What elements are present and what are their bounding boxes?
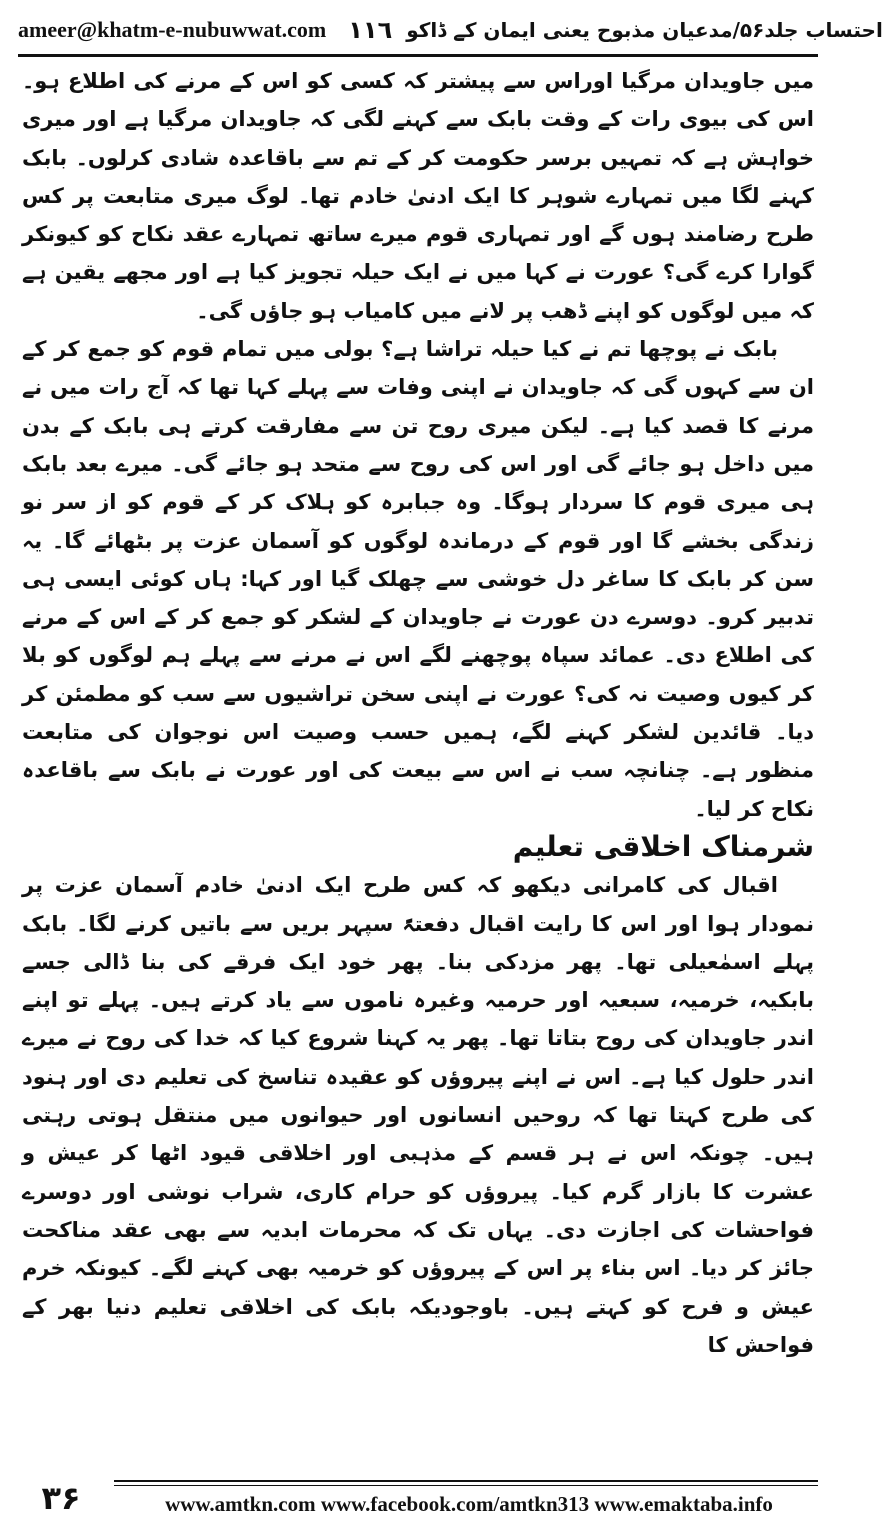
paragraph: اقبال کی کامرانی دیکھو کہ کس طرح ایک ادنیٰ خادم آسمان عزت پر نمودار ہوا اور اس کا رایت اقبال دفعتہً سپہر بریں سے باتیں کرنے لگا۔ بابک پہلے اسمٰعیلی تھا۔ پھر مزدکی بنا۔ پھر خود ایک فرقے کی بنا ڈالی جسے بابکیہ، خرمیہ، سبعیہ اور حرمیہ وغیرہ ناموں سے یاد کرتے ہیں۔ پہلے تو اپنے اندر جاویدان کی روح بتاتا تھا۔ پھر یہ کہنا شروع کیا کہ خدا کی روح نے میرے اندر حلول کیا ہے۔ اس نے اپنے پیروؤں کو عقیدہ تناسخ کی تعلیم دی اور ہنود کی طرح کہتا تھا کہ روحیں انسانوں اور حیوانوں میں منتقل ہوتی رہتی ہیں۔ چونکہ اس نے ہر قسم کے مذہبی اور اخلاقی قیود اٹھا کر عیش و عشرت کا بازار گرم کیا۔ پیروؤں کو حرام کاری، شراب نوشی اور دوسرے فواحشات کی اجازت دی۔ یہاں تک کہ محرمات ابدیہ سے بھی عقد مناکحت جائز کر دیا۔ اس بناء پر اس کے پیروؤں کو خرمیہ بھی کہنے لگے۔ کیونکہ خرم عیش و فرح کو کہتے ہیں۔ باوجودیکہ بابک کی اخلاقی تعلیم دنیا بھر کے فواحش کا: [22, 873, 814, 1357]
section-heading: شرمناک اخلاقی تعلیم: [512, 829, 814, 863]
footer-page-number: ۳۶: [41, 1479, 81, 1517]
page-footer: [18, 1474, 818, 1528]
page-header: [18, 10, 883, 50]
page-body: [22, 62, 814, 1466]
paragraph: بابک نے پوچھا تم نے کیا حیلہ تراشا ہے؟ بولی میں تمام قوم کو جمع کر کے ان سے کہوں گی کہ جاویدان نے اپنی وفات سے پہلے کہا تھا کہ آج رات میں نے مرنے کا قصد کیا ہے۔ لیکن میری روح تن سے مفارقت کرتے ہی بابک کے بدن میں داخل ہو جائے گی اور اس کی روح سے متحد ہو جائے گی۔ میرے بعد بابک ہی میری قوم کا سردار ہوگا۔ وہ جبابرہ کو ہلاک کر کے قوم کو از سر نو زندگی بخشے گا اور قوم کے درماندہ لوگوں کو آسمان عزت پر بٹھائے گا۔ یہ سن کر بابک کا ساغر دل خوشی سے چھلک گیا اور کہا: ہاں کوئی ایسی ہی تدبیر کرو۔ دوسرے دن عورت نے جاویدان کے لشکر کو جمع کر کے اس کے مرنے کی اطلاع دی۔ عمائد سپاہ پوچھنے لگے اس نے مرنے سے پہلے ہم لوگوں کو بلا کر کیوں وصیت نہ کی؟ عورت نے اپنی سخن تراشیوں سے سب کو مطمئن کر دیا۔ قائدین لشکر کہنے لگے، ہمیں حسب وصیت اس نوجوان کی متابعت منظور ہے۔ چنانچہ سب نے اس سے بیعت کی اور عورت نے بابک سے باقاعدہ نکاح کر لیا۔: [22, 337, 814, 821]
footer-divider-thin: [114, 1485, 818, 1486]
paragraph: میں جاویدان مرگیا اوراس سے پیشتر کہ کسی کو اس کے مرنے کی اطلاع ہو۔ اس کی بیوی رات کے وقت بابک سے کہنے لگی کہ جاویدان مرگیا ہے اور میری خواہش ہے کہ تمہیں برسر حکومت کر کے تم سے باقاعدہ شادی کرلوں۔ بابک کہنے لگا میں تمہارے شوہر کا ایک ادنیٰ خادم تھا۔ لوگ میری متابعت پر کس طرح رضامند ہوں گے اور تمہاری قوم میرے ساتھ تمہارے عقد نکاح کو کیونکر گوارا کرے گی؟ عورت نے کہا میں نے ایک حیلہ تجویز کیا ہے اور مجھے یقین ہے کہ میں لوگوں کو اپنے ڈھب پر لانے میں کامیاب ہو جاؤں گی۔: [22, 69, 814, 323]
header-email: ameer@khatm-e-nubuwwat.com: [18, 17, 327, 42]
header-title: احتساب جلد۵۶/مدعیان مذبوح یعنی ایمان کے ڈاکو: [406, 18, 883, 42]
footer-links: www.amtkn.com www.facebook.com/amtkn313 www.emaktaba.info: [165, 1492, 773, 1516]
header-page-number: ١١٦: [348, 16, 393, 44]
footer-divider: [114, 1480, 818, 1482]
header-divider: [18, 54, 818, 57]
